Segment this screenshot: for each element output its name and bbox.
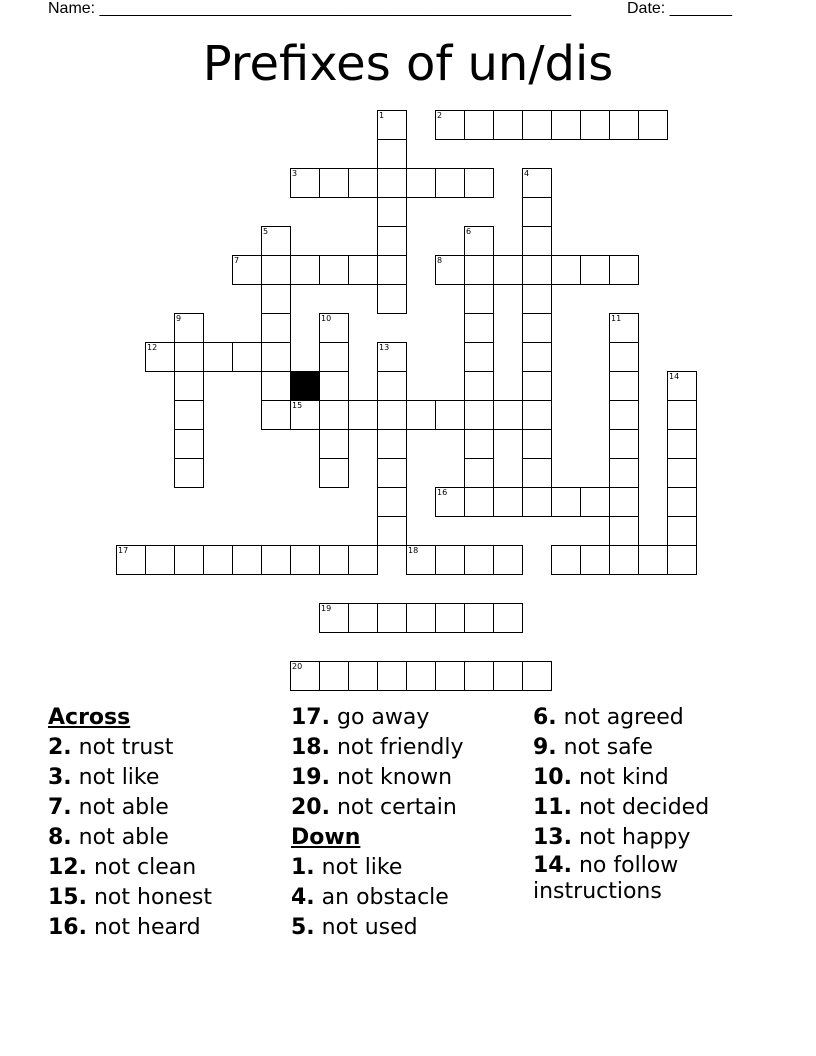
- clue-down-13: 13. not happy: [533, 825, 691, 850]
- grid-cell[interactable]: [174, 342, 204, 372]
- grid-cell[interactable]: [319, 342, 349, 372]
- grid-cell[interactable]: [319, 429, 349, 459]
- clue-down-10: 10. not kind: [533, 765, 669, 790]
- clue-number: 16: [437, 488, 448, 497]
- grid-cell[interactable]: [377, 400, 407, 430]
- grid-cell[interactable]: [377, 139, 407, 169]
- grid-cell[interactable]: [261, 255, 291, 285]
- grid-cell[interactable]: [435, 603, 465, 633]
- grid-cell[interactable]: [232, 342, 262, 372]
- grid-cell[interactable]: [638, 545, 668, 575]
- grid-cell[interactable]: [580, 255, 610, 285]
- grid-cell[interactable]: [435, 400, 465, 430]
- clue-column-3: [533, 703, 753, 905]
- grid-cell[interactable]: [435, 255, 465, 285]
- grid-cell[interactable]: [609, 400, 639, 430]
- grid-cell[interactable]: [580, 545, 610, 575]
- grid-cell[interactable]: [464, 168, 494, 198]
- grid-cell[interactable]: [377, 284, 407, 314]
- clue-number: 14: [669, 372, 680, 381]
- grid-cell[interactable]: [609, 516, 639, 546]
- grid-cell[interactable]: [145, 342, 175, 372]
- grid-cell[interactable]: [290, 545, 320, 575]
- grid-cell[interactable]: [464, 371, 494, 401]
- grid-cell[interactable]: [638, 110, 668, 140]
- grid-cell[interactable]: [464, 487, 494, 517]
- clue-number: 3: [292, 169, 298, 178]
- grid-cell[interactable]: [377, 342, 407, 372]
- grid-cell[interactable]: [493, 110, 523, 140]
- grid-cell[interactable]: [116, 545, 146, 575]
- grid-cell[interactable]: [667, 545, 697, 575]
- grid-cell[interactable]: [522, 400, 552, 430]
- grid-cell[interactable]: [464, 429, 494, 459]
- grid-cell[interactable]: [377, 371, 407, 401]
- clue-number: 6: [466, 227, 472, 236]
- grid-cell[interactable]: [435, 545, 465, 575]
- grid-cell[interactable]: [319, 255, 349, 285]
- grid-cell[interactable]: [551, 255, 581, 285]
- grid-cell[interactable]: [261, 284, 291, 314]
- clue-number: 7: [234, 256, 240, 265]
- name-field-label: Name: _____________________________________________________: [48, 0, 572, 17]
- clue-down-11: 11. not decided: [533, 795, 710, 820]
- grid-cell[interactable]: [319, 313, 349, 343]
- grid-cell[interactable]: [493, 545, 523, 575]
- grid-cell[interactable]: [464, 458, 494, 488]
- grid-cell[interactable]: [493, 487, 523, 517]
- grid-cell[interactable]: [580, 487, 610, 517]
- grid-cell[interactable]: [261, 313, 291, 343]
- grid-cell[interactable]: [464, 545, 494, 575]
- grid-cell[interactable]: [464, 226, 494, 256]
- grid-cell[interactable]: [348, 400, 378, 430]
- grid-cell[interactable]: [348, 603, 378, 633]
- grid-cell[interactable]: [319, 545, 349, 575]
- grid-cell[interactable]: [435, 168, 465, 198]
- clue-down-1: 1. not like: [291, 855, 403, 880]
- grid-cell[interactable]: [464, 284, 494, 314]
- clue-across-16: 16. not heard: [48, 915, 201, 940]
- grid-cell[interactable]: [551, 110, 581, 140]
- grid-cell[interactable]: [261, 342, 291, 372]
- grid-cell[interactable]: [522, 197, 552, 227]
- clue-across-12: 12. not clean: [48, 855, 197, 880]
- clue-number: 13: [379, 343, 390, 352]
- grid-cell[interactable]: [319, 458, 349, 488]
- clue-across-7: 7. not able: [48, 795, 169, 820]
- grid-cell[interactable]: [203, 545, 233, 575]
- clue-number: 9: [176, 314, 182, 323]
- grid-cell[interactable]: [290, 661, 320, 691]
- grid-cell[interactable]: [261, 400, 291, 430]
- grid-cell[interactable]: [464, 255, 494, 285]
- grid-cell[interactable]: [377, 487, 407, 517]
- grid-cell[interactable]: [348, 545, 378, 575]
- clue-down-6: 6. not agreed: [533, 705, 684, 730]
- grid-cell[interactable]: [435, 110, 465, 140]
- grid-cell[interactable]: [493, 603, 523, 633]
- grid-cell[interactable]: [493, 661, 523, 691]
- clue-down-4: 4. an obstacle: [291, 885, 449, 910]
- grid-cell[interactable]: [348, 661, 378, 691]
- grid-cell[interactable]: [319, 603, 349, 633]
- grid-cell[interactable]: [406, 400, 436, 430]
- grid-cell[interactable]: [435, 661, 465, 691]
- grid-cell[interactable]: [319, 168, 349, 198]
- down-heading: Down: [291, 825, 361, 850]
- clue-number: 8: [437, 256, 443, 265]
- clue-across-20: 20. not certain: [291, 795, 457, 820]
- clue-number: 17: [118, 546, 129, 555]
- clue-number: 15: [292, 401, 303, 410]
- grid-cell[interactable]: [435, 487, 465, 517]
- grid-cell[interactable]: [174, 400, 204, 430]
- grid-cell[interactable]: [261, 545, 291, 575]
- grid-cell[interactable]: [377, 603, 407, 633]
- grid-cell[interactable]: [290, 168, 320, 198]
- grid-cell[interactable]: [377, 429, 407, 459]
- across-heading: Across: [48, 705, 131, 730]
- clue-number: 2: [437, 111, 443, 120]
- grid-cell[interactable]: [174, 458, 204, 488]
- grid-cell[interactable]: [522, 255, 552, 285]
- grid-cell[interactable]: [609, 545, 639, 575]
- page-title: Prefixes of un/dis: [202, 36, 614, 92]
- grid-cell[interactable]: [667, 516, 697, 546]
- grid-cell[interactable]: [522, 487, 552, 517]
- grid-cell[interactable]: [493, 255, 523, 285]
- grid-cell[interactable]: [609, 371, 639, 401]
- grid-cell[interactable]: [667, 400, 697, 430]
- grid-cell[interactable]: [377, 516, 407, 546]
- grid-cell[interactable]: [174, 545, 204, 575]
- grid-cell[interactable]: [609, 342, 639, 372]
- grid-cell[interactable]: [319, 400, 349, 430]
- clue-number: 11: [611, 314, 622, 323]
- grid-cell[interactable]: [609, 313, 639, 343]
- grid-cell[interactable]: [319, 661, 349, 691]
- grid-cell[interactable]: [261, 226, 291, 256]
- clue-number: 18: [408, 546, 419, 555]
- clue-column-2: [291, 703, 463, 943]
- grid-cell[interactable]: [203, 342, 233, 372]
- grid-cell[interactable]: [551, 545, 581, 575]
- grid-cell[interactable]: [667, 371, 697, 401]
- grid-cell[interactable]: [522, 284, 552, 314]
- clue-across-17: 17. go away: [291, 705, 430, 730]
- clue-number: 19: [321, 604, 332, 613]
- clue-across-15: 15. not honest: [48, 885, 212, 910]
- grid-cell[interactable]: [174, 313, 204, 343]
- clue-number: 12: [147, 343, 158, 352]
- grid-cell[interactable]: [522, 226, 552, 256]
- clue-number: 1: [379, 111, 385, 120]
- clue-across-3: 3. not like: [48, 765, 160, 790]
- grid-cell[interactable]: [464, 342, 494, 372]
- grid-cell[interactable]: [464, 400, 494, 430]
- grid-cell[interactable]: [464, 110, 494, 140]
- grid-cell[interactable]: [464, 661, 494, 691]
- grid-cell[interactable]: [290, 400, 320, 430]
- grid-cell[interactable]: [667, 458, 697, 488]
- date-field-label: Date: _______: [627, 0, 732, 17]
- grid-cell[interactable]: [174, 429, 204, 459]
- clue-across-18: 18. not friendly: [291, 735, 464, 760]
- clue-down-14: 14. no follow instructions: [533, 853, 679, 904]
- grid-cell[interactable]: [464, 313, 494, 343]
- grid-cell[interactable]: [522, 342, 552, 372]
- grid-cell[interactable]: [145, 545, 175, 575]
- grid-cell[interactable]: [377, 458, 407, 488]
- clue-number: 10: [321, 314, 332, 323]
- clue-down-5: 5. not used: [291, 915, 418, 940]
- grid-cell[interactable]: [522, 313, 552, 343]
- grid-cell[interactable]: [609, 429, 639, 459]
- grid-cell[interactable]: [348, 168, 378, 198]
- grid-cell[interactable]: [522, 429, 552, 459]
- black-square: [290, 371, 320, 401]
- clue-across-8: 8. not able: [48, 825, 169, 850]
- grid-cell[interactable]: [406, 603, 436, 633]
- grid-cell[interactable]: [522, 458, 552, 488]
- grid-cell[interactable]: [174, 371, 204, 401]
- clue-number: 5: [263, 227, 269, 236]
- grid-cell[interactable]: [493, 400, 523, 430]
- grid-cell[interactable]: [406, 661, 436, 691]
- grid-cell[interactable]: [667, 429, 697, 459]
- grid-cell[interactable]: [261, 371, 291, 401]
- grid-cell[interactable]: [580, 110, 610, 140]
- grid-cell[interactable]: [377, 168, 407, 198]
- clue-number: 20: [292, 662, 303, 671]
- grid-cell[interactable]: [377, 255, 407, 285]
- grid-cell[interactable]: [290, 255, 320, 285]
- clue-across-2: 2. not trust: [48, 735, 174, 760]
- grid-cell[interactable]: [522, 110, 552, 140]
- grid-cell[interactable]: [232, 255, 262, 285]
- grid-cell[interactable]: [319, 371, 349, 401]
- grid-cell[interactable]: [232, 545, 262, 575]
- grid-cell[interactable]: [377, 226, 407, 256]
- grid-cell[interactable]: [522, 371, 552, 401]
- clue-across-19: 19. not known: [291, 765, 453, 790]
- clue-column-1: [48, 703, 212, 943]
- clue-down-9: 9. not safe: [533, 735, 653, 760]
- grid-cell[interactable]: [377, 661, 407, 691]
- grid-cell[interactable]: [609, 458, 639, 488]
- clue-number: 4: [524, 169, 530, 178]
- grid-cell[interactable]: [406, 168, 436, 198]
- grid-cell[interactable]: [609, 487, 639, 517]
- grid-cell[interactable]: [522, 661, 552, 691]
- grid-cell[interactable]: [464, 603, 494, 633]
- grid-cell[interactable]: [522, 168, 552, 198]
- grid-cell[interactable]: [377, 197, 407, 227]
- grid-cell[interactable]: [609, 110, 639, 140]
- grid-cell[interactable]: [348, 255, 378, 285]
- grid-cell[interactable]: [667, 487, 697, 517]
- grid-cell[interactable]: [551, 487, 581, 517]
- grid-cell[interactable]: [609, 255, 639, 285]
- grid-cell[interactable]: [377, 110, 407, 140]
- grid-cell[interactable]: [406, 545, 436, 575]
